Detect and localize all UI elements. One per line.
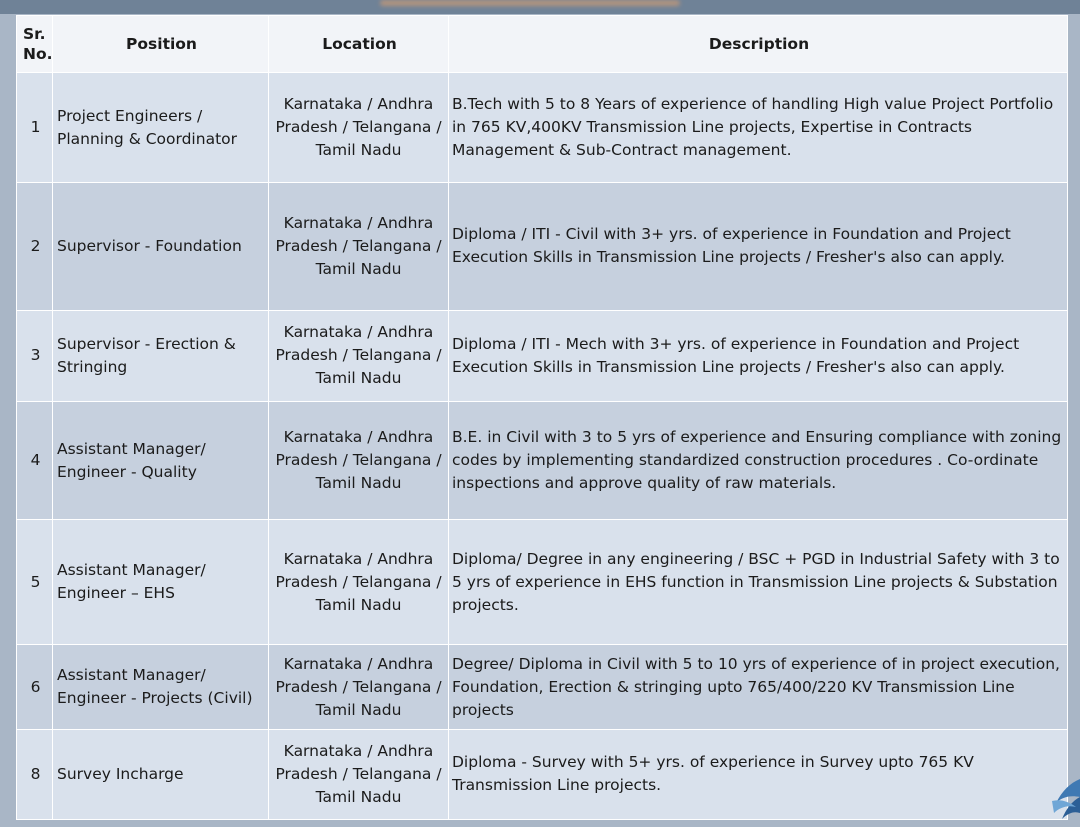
table-row <box>17 310 1068 401</box>
cell-sr: 2 <box>17 183 53 310</box>
cell-location: Karnataka / Andhra Pradesh / Telangana / Tamil Nadu <box>269 645 449 729</box>
cell-description: B.E. in Civil with 3 to 5 yrs of experience and Ensuring compliance with zoning codes by implementing standardized construction procedures . Co-ordinate inspections and approve quality of raw materials. <box>449 401 1068 519</box>
cell-sr: 1 <box>17 73 53 183</box>
cell-location: Karnataka / Andhra Pradesh / Telangana / Tamil Nadu <box>269 520 449 645</box>
cell-description: Degree/ Diploma in Civil with 5 to 10 yrs of experience of in project execution, Foundation, Erection & stringing upto 765/400/220 KV Transmission Line projects <box>449 645 1068 729</box>
cell-description: Diploma / ITI - Mech with 3+ yrs. of experience in Foundation and Project Execution Skills in Transmission Line projects / Fresher's also can apply. <box>449 310 1068 401</box>
cell-location: Karnataka / Andhra Pradesh / Telangana / Tamil Nadu <box>269 183 449 310</box>
cell-position: Supervisor - Foundation <box>53 183 269 310</box>
table-row <box>17 183 1068 310</box>
cell-location: Karnataka / Andhra Pradesh / Telangana / Tamil Nadu <box>269 310 449 401</box>
header-sr-no: Sr. No. <box>17 16 53 73</box>
table-row <box>17 645 1068 729</box>
cell-sr: 6 <box>17 645 53 729</box>
cell-description: Diploma/ Degree in any engineering / BSC + PGD in Industrial Safety with 3 to 5 yrs of experience in EHS function in Transmission Line projects & Substation projects. <box>449 520 1068 645</box>
cell-position: Supervisor - Erection & Stringing <box>53 310 269 401</box>
header-description: Description <box>449 16 1068 73</box>
table-row <box>17 73 1068 183</box>
cell-location: Karnataka / Andhra Pradesh / Telangana / Tamil Nadu <box>269 401 449 519</box>
cell-description: B.Tech with 5 to 8 Years of experience of handling High value Project Portfolio in 765 KV,400KV Transmission Line projects, Expertise in Contracts Management & Sub-Contract management. <box>449 73 1068 183</box>
header-position: Position <box>53 16 269 73</box>
slide-top-bar <box>0 0 1080 14</box>
table-row <box>17 520 1068 645</box>
cell-sr: 8 <box>17 729 53 819</box>
table-header-row <box>17 16 1068 73</box>
table-row <box>17 401 1068 519</box>
cell-sr: 4 <box>17 401 53 519</box>
bird-logo-icon <box>1032 757 1080 827</box>
cell-location: Karnataka / Andhra Pradesh / Telangana / Tamil Nadu <box>269 73 449 183</box>
cell-location: Karnataka / Andhra Pradesh / Telangana / Tamil Nadu <box>269 729 449 819</box>
cell-position: Survey Incharge <box>53 729 269 819</box>
table-row <box>17 729 1068 819</box>
job-openings-table <box>16 15 1068 820</box>
cell-position: Assistant Manager/ Engineer - Quality <box>53 401 269 519</box>
cell-description: Diploma / ITI - Civil with 3+ yrs. of experience in Foundation and Project Execution Skills in Transmission Line projects / Fresher's also can apply. <box>449 183 1068 310</box>
cell-sr: 3 <box>17 310 53 401</box>
cell-sr: 5 <box>17 520 53 645</box>
blurred-slide-title <box>380 0 680 6</box>
cell-position: Project Engineers / Planning & Coordinator <box>53 73 269 183</box>
header-location: Location <box>269 16 449 73</box>
cell-description: Diploma - Survey with 5+ yrs. of experience in Survey upto 765 KV Transmission Line projects. <box>449 729 1068 819</box>
cell-position: Assistant Manager/ Engineer - Projects (Civil) <box>53 645 269 729</box>
cell-position: Assistant Manager/ Engineer – EHS <box>53 520 269 645</box>
